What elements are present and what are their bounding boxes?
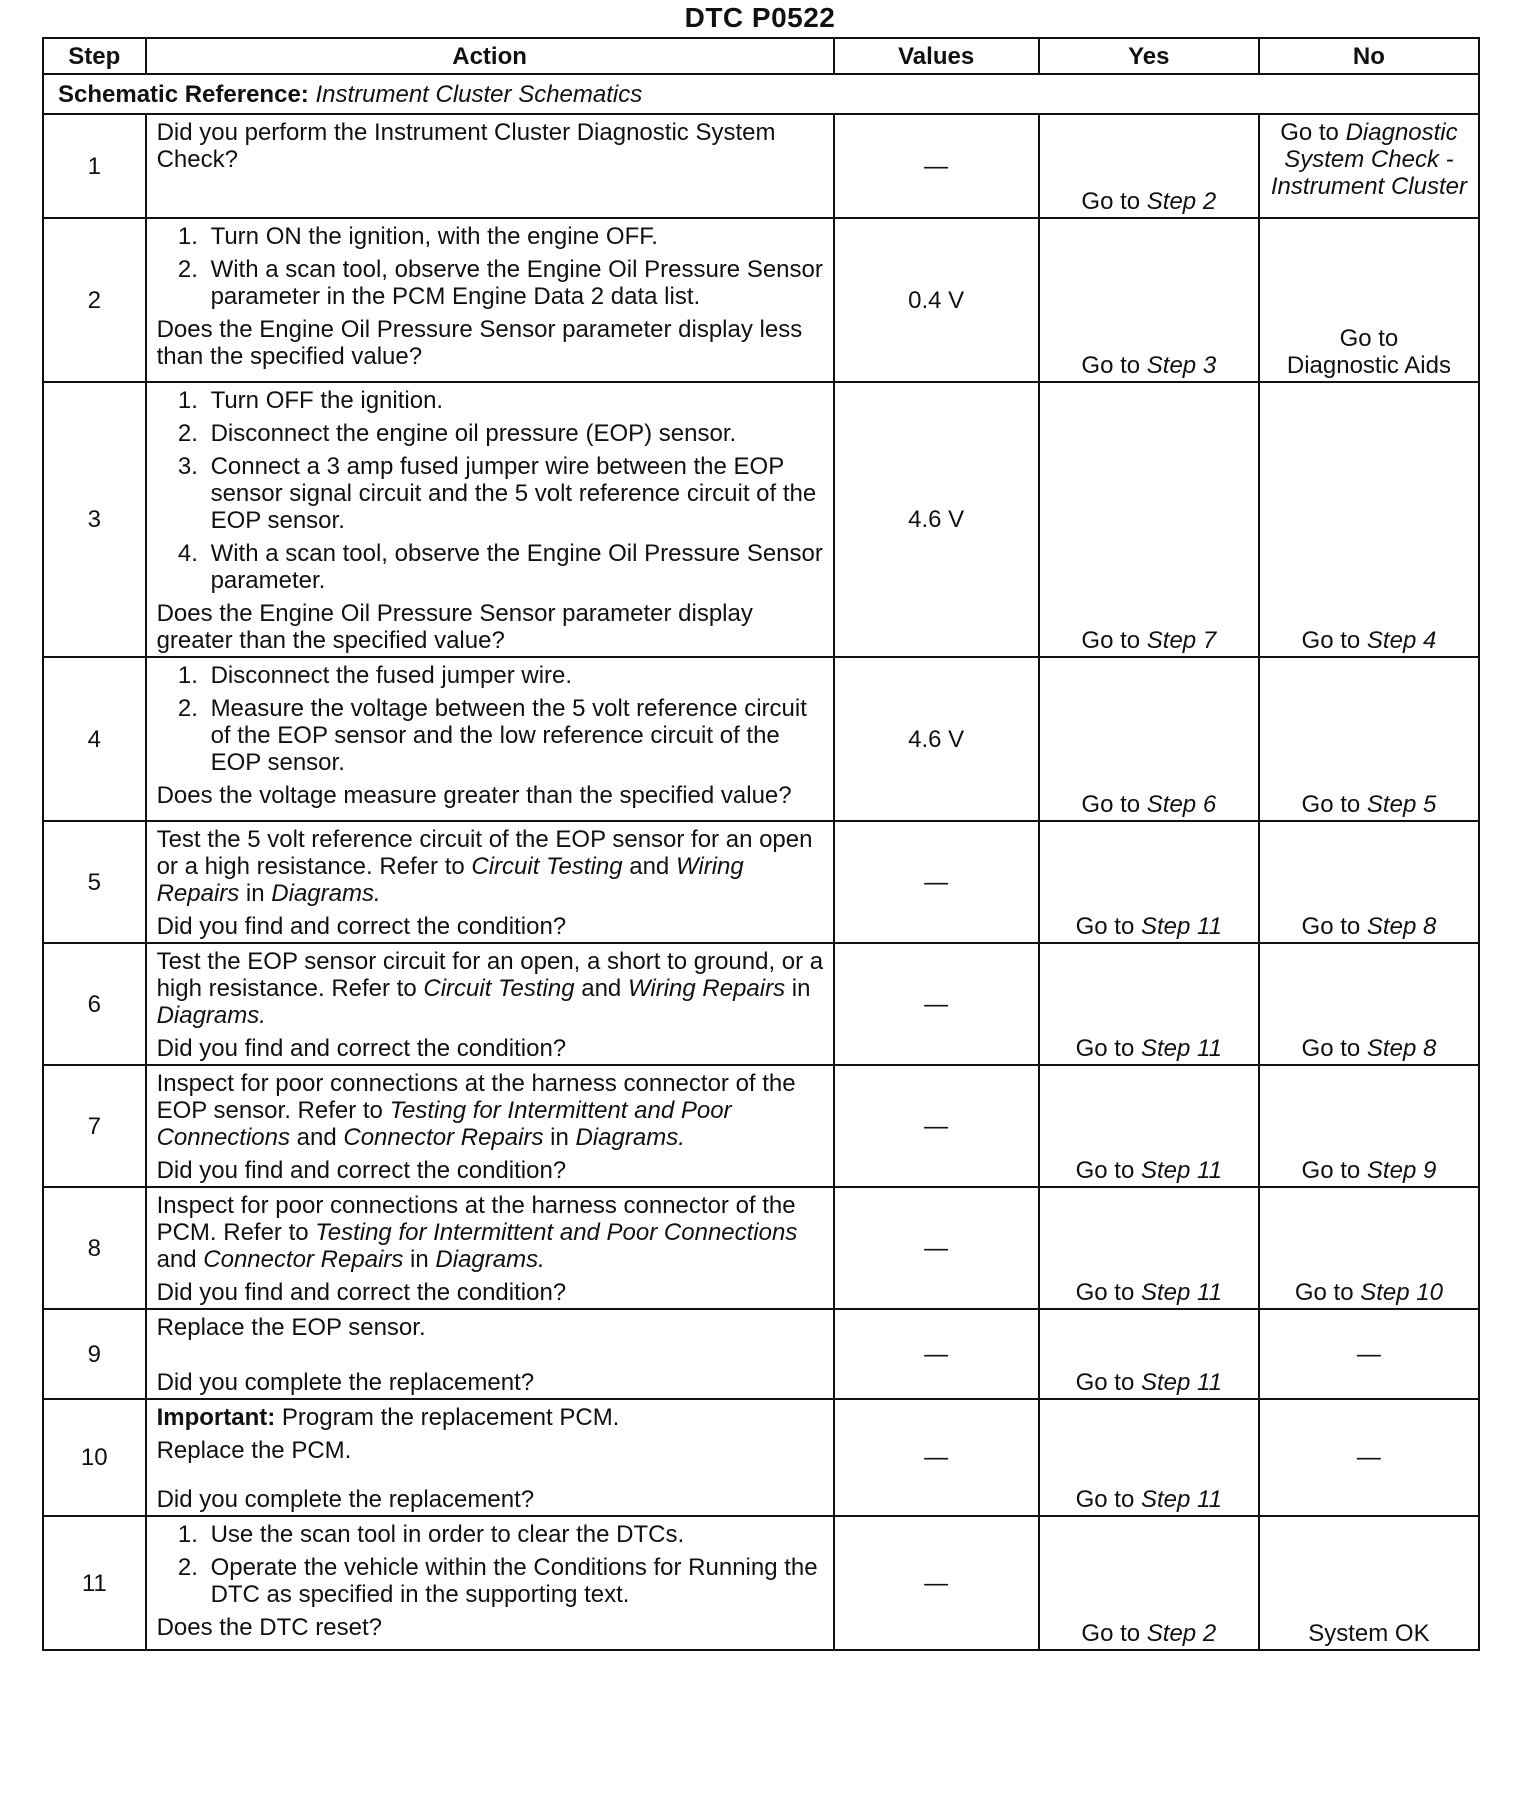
action-question: Did you find and correct the condition?	[156, 1035, 567, 1062]
text-run: Inspect for poor connections at the harness connector of the PCM. Refer to	[156, 1192, 796, 1246]
action-cell	[146, 382, 834, 657]
diagnostic-table	[42, 37, 1480, 1651]
table-row	[43, 382, 1479, 657]
reference-link: Diagrams.	[271, 880, 381, 907]
no-link: Step 10	[1360, 1279, 1443, 1306]
no-cell	[1259, 1187, 1479, 1309]
value-cell: —	[834, 1187, 1039, 1309]
text-run: and	[574, 975, 628, 1002]
no-prefix: Go to	[1280, 119, 1346, 146]
reference-link: Testing for Intermittent and Poor Connections	[315, 1219, 798, 1246]
no-cell	[1259, 943, 1479, 1065]
value-cell: —	[834, 1065, 1039, 1187]
value-cell: —	[834, 1516, 1039, 1650]
action-item: 1. Disconnect the fused jumper wire.	[205, 662, 825, 689]
step-number: 8	[43, 1187, 146, 1309]
yes-link: Step 11	[1141, 1369, 1222, 1396]
action-cell	[146, 821, 834, 943]
yes-link: Step 11	[1141, 1157, 1222, 1184]
yes-prefix: Go to	[1081, 352, 1147, 379]
no-link: Diagnostic Aids	[1286, 352, 1451, 379]
no-link: Step 9	[1366, 1157, 1437, 1184]
table-row	[43, 1309, 1479, 1399]
reference-link: Circuit Testing	[423, 975, 575, 1002]
header-yes: Yes	[1039, 38, 1259, 74]
yes-prefix: Go to	[1075, 1369, 1141, 1396]
yes-prefix: Go to	[1075, 913, 1141, 940]
yes-cell	[1039, 1187, 1259, 1309]
action-question: Does the voltage measure greater than the specified value?	[156, 782, 792, 809]
yes-link: Step 2	[1146, 1620, 1217, 1647]
yes-cell	[1039, 114, 1259, 218]
no-prefix: Go to	[1294, 1279, 1361, 1306]
yes-cell	[1039, 821, 1259, 943]
action-question: Did you find and correct the condition?	[156, 913, 567, 940]
text-run: in	[403, 1246, 436, 1273]
header-values: Values	[834, 38, 1039, 74]
step-number: 11	[43, 1516, 146, 1650]
value-cell: —	[834, 1399, 1039, 1516]
page-title: DTC P0522	[684, 2, 836, 33]
reference-link: Diagrams.	[156, 1002, 266, 1029]
action-cell	[146, 218, 834, 382]
no-cell	[1259, 218, 1479, 382]
header-row	[43, 38, 1479, 74]
step-number: 4	[43, 657, 146, 821]
step-number: 5	[43, 821, 146, 943]
action-cell	[146, 1516, 834, 1650]
action-text	[157, 826, 825, 907]
yes-cell	[1039, 943, 1259, 1065]
yes-prefix: Go to	[1081, 627, 1147, 654]
action-text	[157, 948, 825, 1029]
reference-link: Connector Repairs	[343, 1124, 544, 1151]
action-cell	[146, 1065, 834, 1187]
no-link: Step 4	[1366, 627, 1437, 654]
no-prefix: Go to	[1339, 325, 1399, 352]
important-note	[157, 1404, 825, 1431]
action-list	[157, 662, 825, 776]
text-run: Inspect for poor connections at the harness connector of the EOP sensor. Refer to	[156, 1070, 796, 1124]
text-run: in	[239, 880, 272, 907]
action-text: Did you perform the Instrument Cluster Diagnostic System Check?	[156, 119, 776, 173]
step-number: 9	[43, 1309, 146, 1399]
step-number: 6	[43, 943, 146, 1065]
text-run: in	[785, 975, 811, 1002]
yes-link: Step 3	[1146, 352, 1217, 379]
table-row	[43, 218, 1479, 382]
action-question: Does the Engine Oil Pressure Sensor parameter display greater than the specified value?	[156, 600, 753, 654]
yes-prefix: Go to	[1075, 1279, 1141, 1306]
no-prefix: Go to	[1301, 913, 1367, 940]
yes-prefix: Go to	[1075, 1486, 1141, 1513]
header-action: Action	[146, 38, 834, 74]
table-row	[43, 1187, 1479, 1309]
no-prefix: Go to	[1301, 627, 1367, 654]
value-cell: —	[834, 114, 1039, 218]
yes-link: Step 6	[1146, 791, 1217, 818]
no-link: Step 5	[1366, 791, 1437, 818]
reference-link: Testing for Intermittent and Poor Connections	[156, 1097, 732, 1151]
action-item: 2. With a scan tool, observe the Engine Oil Pressure Sensor parameter in the PCM Engine Data 2 data list.	[205, 256, 825, 310]
action-cell	[146, 1399, 834, 1516]
yes-cell	[1039, 1516, 1259, 1650]
no-prefix: Go to	[1301, 1157, 1367, 1184]
schematic-value: Instrument Cluster Schematics	[315, 80, 643, 108]
text-run: in	[543, 1124, 576, 1151]
value-cell: —	[834, 1309, 1039, 1399]
action-item: 1. Turn OFF the ignition.	[205, 387, 825, 414]
yes-link: Step 7	[1146, 627, 1217, 654]
no-prefix: Go to	[1301, 791, 1367, 818]
action-cell	[146, 657, 834, 821]
no-cell	[1259, 821, 1479, 943]
no-cell: System OK	[1259, 1516, 1479, 1650]
header-no: No	[1259, 38, 1479, 74]
value-cell: 4.6 V	[834, 382, 1039, 657]
action-item: 4. With a scan tool, observe the Engine Oil Pressure Sensor parameter.	[205, 540, 825, 594]
action-item: 2. Operate the vehicle within the Conditions for Running the DTC as specified in the supporting text.	[205, 1554, 825, 1608]
yes-prefix: Go to	[1081, 188, 1147, 215]
yes-link: Step 11	[1141, 1279, 1222, 1306]
yes-link: Step 2	[1146, 188, 1217, 215]
value-cell: —	[834, 821, 1039, 943]
action-text: Replace the PCM.	[156, 1437, 352, 1464]
yes-cell	[1039, 382, 1259, 657]
action-question: Did you find and correct the condition?	[156, 1157, 567, 1184]
value-cell: 0.4 V	[834, 218, 1039, 382]
step-number: 7	[43, 1065, 146, 1187]
action-question: Does the DTC reset?	[156, 1614, 382, 1641]
no-cell	[1259, 382, 1479, 657]
action-cell	[146, 114, 834, 218]
no-prefix: Go to	[1301, 1035, 1367, 1062]
action-cell	[146, 1309, 834, 1399]
no-cell	[1259, 114, 1479, 218]
no-cell	[1259, 657, 1479, 821]
yes-cell	[1039, 218, 1259, 382]
yes-cell	[1039, 1399, 1259, 1516]
reference-link: Diagrams.	[435, 1246, 545, 1273]
action-item: 2. Measure the voltage between the 5 volt reference circuit of the EOP sensor and the low reference circuit of the EOP sensor.	[205, 695, 825, 776]
action-list	[157, 1521, 825, 1608]
no-link: Diagnostic System Check - Instrument Cluster	[1270, 119, 1467, 200]
action-question: Does the Engine Oil Pressure Sensor parameter display less than the specified value?	[156, 316, 803, 370]
table-row	[43, 821, 1479, 943]
no-cell: —	[1259, 1309, 1479, 1399]
no-cell: —	[1259, 1399, 1479, 1516]
step-number: 1	[43, 114, 146, 218]
action-question: Did you find and correct the condition?	[156, 1279, 567, 1306]
no-link: Step 8	[1366, 913, 1437, 940]
text-run: Test the EOP sensor circuit for an open, a short to ground, or a high resistance. Refer to	[156, 948, 824, 1002]
table-row	[43, 114, 1479, 218]
yes-link: Step 11	[1141, 1486, 1222, 1513]
yes-prefix: Go to	[1075, 1157, 1141, 1184]
action-cell	[146, 1187, 834, 1309]
reference-link: Diagrams.	[575, 1124, 685, 1151]
text-run: and	[289, 1124, 344, 1151]
text-run: and	[156, 1246, 204, 1273]
action-question: Did you complete the replacement?	[156, 1486, 535, 1513]
action-text	[157, 1070, 825, 1151]
no-cell	[1259, 1065, 1479, 1187]
action-question: Did you complete the replacement?	[156, 1369, 535, 1396]
action-item: 2. Disconnect the engine oil pressure (EOP) sensor.	[205, 420, 825, 447]
text-run: Test the 5 volt reference circuit of the EOP sensor for an open or a high resistance. Refer to	[156, 826, 813, 880]
action-cell	[146, 943, 834, 1065]
yes-link: Step 11	[1141, 913, 1222, 940]
action-item: 1. Turn ON the ignition, with the engine OFF.	[205, 223, 825, 250]
table-row	[43, 1516, 1479, 1650]
step-number: 3	[43, 382, 146, 657]
table-row	[43, 1399, 1479, 1516]
important-text: Program the replacement PCM.	[275, 1404, 620, 1431]
yes-cell	[1039, 1065, 1259, 1187]
step-number: 10	[43, 1399, 146, 1516]
important-label: Important:	[156, 1404, 276, 1431]
value-cell: —	[834, 943, 1039, 1065]
yes-link: Step 11	[1141, 1035, 1222, 1062]
value-cell: 4.6 V	[834, 657, 1039, 821]
header-step: Step	[43, 38, 146, 74]
action-item: 3. Connect a 3 amp fused jumper wire between the EOP sensor signal circuit and the 5 volt reference circuit of the EOP sensor.	[205, 453, 825, 534]
action-item: 1. Use the scan tool in order to clear the DTCs.	[205, 1521, 825, 1548]
action-text: Replace the EOP sensor.	[156, 1314, 426, 1341]
table-row	[43, 943, 1479, 1065]
yes-cell	[1039, 657, 1259, 821]
yes-prefix: Go to	[1081, 791, 1147, 818]
text-run: and	[622, 853, 676, 880]
reference-link: Circuit Testing	[471, 853, 623, 880]
schematic-reference	[43, 74, 1479, 114]
action-list	[157, 223, 825, 310]
yes-prefix: Go to	[1081, 1620, 1147, 1647]
no-link: Step 8	[1366, 1035, 1437, 1062]
action-text	[157, 1192, 825, 1273]
table-row	[43, 657, 1479, 821]
step-number: 2	[43, 218, 146, 382]
yes-prefix: Go to	[1075, 1035, 1141, 1062]
yes-cell	[1039, 1309, 1259, 1399]
reference-link: Wiring Repairs	[627, 975, 786, 1002]
action-list	[157, 387, 825, 594]
reference-link: Wiring Repairs	[156, 853, 744, 907]
schematic-row	[43, 74, 1479, 114]
table-row	[43, 1065, 1479, 1187]
schematic-label: Schematic Reference:	[58, 80, 309, 108]
reference-link: Connector Repairs	[203, 1246, 404, 1273]
